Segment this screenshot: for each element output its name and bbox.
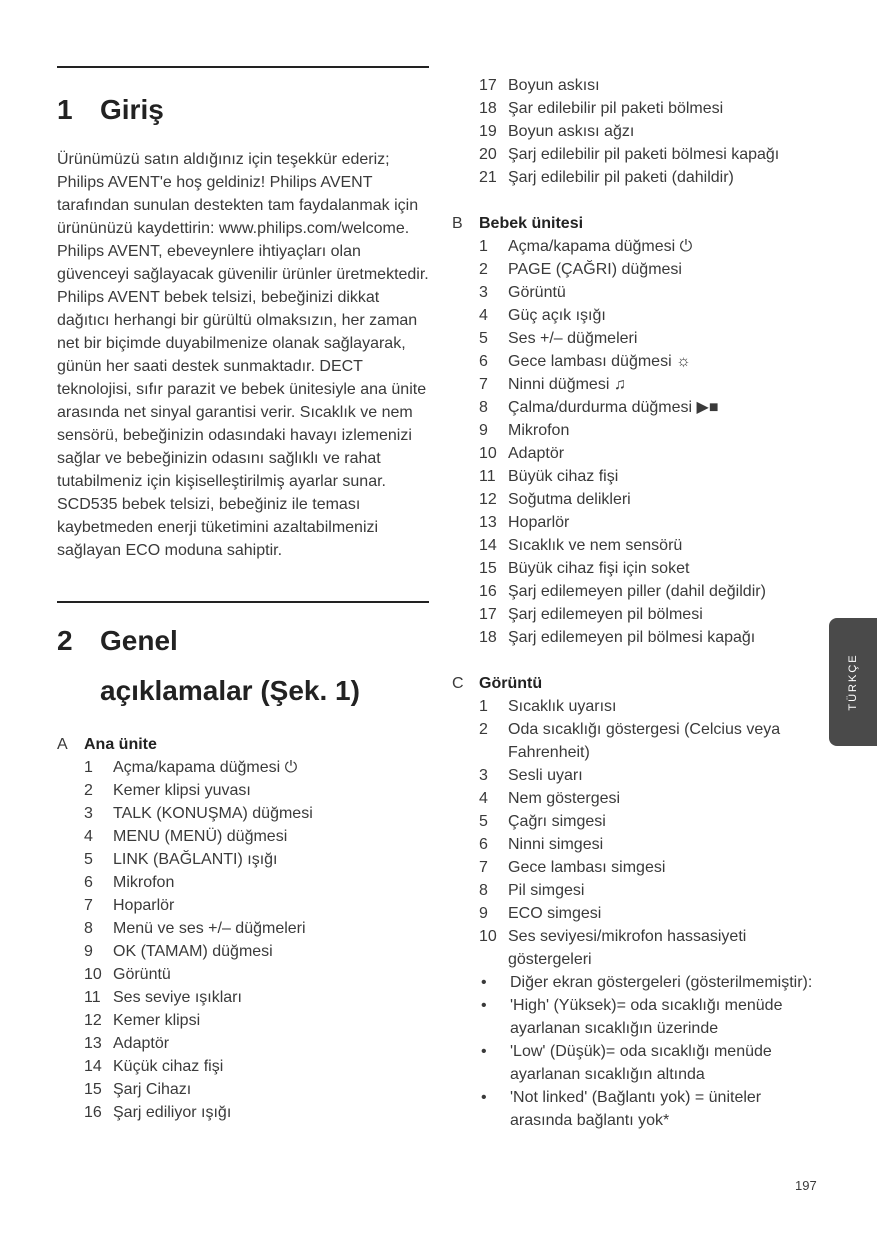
list-item-text: Menü ve ses +/– düğmeleri bbox=[113, 920, 306, 937]
list-item-number: 3 bbox=[479, 767, 488, 784]
list-item bbox=[479, 879, 822, 902]
language-side-tab-label: TÜRKÇE bbox=[847, 653, 859, 711]
section-1-heading bbox=[57, 88, 429, 132]
group-c-list bbox=[479, 695, 822, 971]
list-item-number: 14 bbox=[479, 537, 497, 554]
list-item-number: 5 bbox=[479, 813, 488, 830]
list-item-number: 17 bbox=[479, 606, 497, 623]
list-item bbox=[84, 802, 429, 825]
list-item bbox=[479, 580, 822, 603]
list-item-number: 7 bbox=[479, 376, 488, 393]
list-item-number: 2 bbox=[479, 261, 488, 278]
list-item-number: 13 bbox=[84, 1035, 102, 1052]
list-item-text: Büyük cihaz fişi bbox=[508, 468, 619, 485]
list-item bbox=[84, 917, 429, 940]
bullet-text: 'Low' (Düşük)= oda sıcaklığı menüde ayarlanan sıcaklığın altında bbox=[510, 1043, 772, 1083]
section-2-title-line-1: Genel bbox=[100, 625, 178, 656]
list-item-text: Küçük cihaz fişi bbox=[113, 1058, 224, 1075]
list-item bbox=[84, 1055, 429, 1078]
list-item-number: 10 bbox=[479, 445, 497, 462]
group-a-header bbox=[57, 733, 429, 756]
list-item bbox=[479, 97, 822, 120]
list-item-number: 7 bbox=[84, 897, 93, 914]
list-item-text: TALK (KONUŞMA) düğmesi bbox=[113, 805, 313, 822]
list-item-number: 13 bbox=[479, 514, 497, 531]
list-item bbox=[479, 327, 822, 350]
list-item bbox=[84, 825, 429, 848]
bullet-item bbox=[481, 1040, 822, 1086]
list-item bbox=[479, 718, 822, 764]
bullet-item bbox=[481, 994, 822, 1040]
list-item-number: 19 bbox=[479, 123, 497, 140]
list-item bbox=[479, 833, 822, 856]
list-item-number: 9 bbox=[479, 422, 488, 439]
list-item-number: 10 bbox=[479, 928, 497, 945]
list-item-text: Gece lambası simgesi bbox=[508, 859, 666, 876]
bullet-marker: • bbox=[481, 974, 487, 991]
list-item-number: 12 bbox=[479, 491, 497, 508]
list-item-text: Adaptör bbox=[508, 445, 565, 462]
list-item bbox=[479, 695, 822, 718]
section-2-heading bbox=[57, 619, 429, 713]
list-item-number: 6 bbox=[84, 874, 93, 891]
bullet-text: Diğer ekran göstergeleri (gösterilmemiştir): bbox=[510, 974, 813, 991]
list-item bbox=[84, 940, 429, 963]
list-item bbox=[479, 626, 822, 649]
list-item-text: MENU (MENÜ) düğmesi bbox=[113, 828, 288, 845]
list-item bbox=[84, 1101, 429, 1124]
list-item-number: 15 bbox=[84, 1081, 102, 1098]
list-item-text: Hoparlör bbox=[113, 897, 175, 914]
list-item-text: Boyun askısı bbox=[508, 77, 600, 94]
list-item bbox=[479, 373, 822, 396]
list-item-text: PAGE (ÇAĞRI) düğmesi bbox=[508, 261, 682, 278]
list-item bbox=[479, 787, 822, 810]
bullet-item bbox=[481, 1086, 822, 1132]
list-item bbox=[479, 304, 822, 327]
list-item bbox=[479, 511, 822, 534]
list-item bbox=[84, 848, 429, 871]
list-item-text: Açma/kapama düğmesi ⏻ bbox=[113, 759, 298, 776]
list-item-text: Ses seviyesi/mikrofon hassasiyeti göstergeleri bbox=[508, 928, 747, 968]
group-a-list bbox=[84, 756, 429, 1124]
list-item-number: 15 bbox=[479, 560, 497, 577]
left-column bbox=[57, 66, 429, 1124]
list-item-text: Şarj edilebilir pil paketi (dahildir) bbox=[508, 169, 734, 186]
list-item-text: Oda sıcaklığı göstergesi (Celcius veya Fahrenheit) bbox=[508, 721, 781, 761]
group-b-title: Bebek ünitesi bbox=[479, 215, 584, 232]
list-item-number: 3 bbox=[84, 805, 93, 822]
list-item-number: 12 bbox=[84, 1012, 102, 1029]
intro-paragraph-1: Ürünümüzü satın aldığınız için teşekkür ederiz; Philips AVENT'e hoş geldiniz! Philips AVENT tarafından sunulan destekten tam faydalanmak için ürününüzü kaydettirin: www.philips.com/welcome. Philips AVENT, ebeveynlere ihtiyaçları olan güvenceyi sağlayacak güvenilir ürünler üretmektedir. Philips AVENT bebek telsizi, bebeğinizi dikkat dağıtıcı herhangi bir gürültü olmaksızın, her zaman net bir biçimde duyabilmenize olanak sağlayarak, günün her saati destek sunmaktadır. DECT teknolojisi, sıfır parazit ve bebek ünitesiyle ana ünite arasında net sinyal garantisi verir. Sıcaklık ve nem sensörü, bebeğinizin odasındaki havayı izlemenizi sağlar ve bebeğinizin odasını sağlıklı ve rahat tutabilmeniz için kişiselleştirilmiş ayarlar sunar. bbox=[57, 151, 429, 490]
list-item-text: Boyun askısı ağzı bbox=[508, 123, 635, 140]
list-item-number: 10 bbox=[84, 966, 102, 983]
list-item-number: 1 bbox=[479, 698, 488, 715]
list-item-number: 8 bbox=[84, 920, 93, 937]
section-1-rule bbox=[57, 66, 429, 68]
list-item bbox=[479, 810, 822, 833]
list-item-text: Mikrofon bbox=[508, 422, 570, 439]
list-item-number: 18 bbox=[479, 629, 497, 646]
list-item-number: 2 bbox=[479, 721, 488, 738]
list-item-text: Kemer klipsi yuvası bbox=[113, 782, 251, 799]
list-item bbox=[479, 120, 822, 143]
list-item-text: Hoparlör bbox=[508, 514, 570, 531]
list-item-number: 9 bbox=[479, 905, 488, 922]
list-item-number: 8 bbox=[479, 882, 488, 899]
list-item bbox=[479, 902, 822, 925]
group-c-title: Görüntü bbox=[479, 675, 543, 692]
list-item-text: Adaptör bbox=[113, 1035, 170, 1052]
list-item-text: Ses seviye ışıkları bbox=[113, 989, 242, 1006]
list-item bbox=[479, 442, 822, 465]
list-item-number: 1 bbox=[84, 759, 93, 776]
list-item-text: Sıcaklık ve nem sensörü bbox=[508, 537, 683, 554]
group-a-title: Ana ünite bbox=[84, 736, 157, 753]
list-item-number: 4 bbox=[84, 828, 93, 845]
list-item-text: Sesli uyarı bbox=[508, 767, 583, 784]
list-item-number: 7 bbox=[479, 859, 488, 876]
list-item bbox=[84, 894, 429, 917]
list-item-number: 16 bbox=[479, 583, 497, 600]
list-item-text: Ninni simgesi bbox=[508, 836, 604, 853]
list-item-text: Görüntü bbox=[113, 966, 171, 983]
page-number: 197 bbox=[795, 1178, 817, 1193]
list-item-number: 3 bbox=[479, 284, 488, 301]
section-1-title: Giriş bbox=[100, 94, 164, 125]
list-item bbox=[479, 143, 822, 166]
list-item-number: 16 bbox=[84, 1104, 102, 1121]
bullet-marker: • bbox=[481, 1043, 487, 1060]
list-item bbox=[84, 779, 429, 802]
list-item bbox=[479, 74, 822, 97]
list-item-text: Çalma/durdurma düğmesi ▶■ bbox=[508, 399, 719, 416]
group-a-letter: A bbox=[57, 736, 68, 753]
list-item-text: Sıcaklık uyarısı bbox=[508, 698, 617, 715]
list-item-number: 14 bbox=[84, 1058, 102, 1075]
list-item-text: OK (TAMAM) düğmesi bbox=[113, 943, 273, 960]
right-column bbox=[452, 74, 822, 1132]
list-item-text: Gece lambası düğmesi ☼ bbox=[508, 353, 691, 370]
list-item-text: Görüntü bbox=[508, 284, 566, 301]
bullet-text: 'High' (Yüksek)= oda sıcaklığı menüde ayarlanan sıcaklığın üzerinde bbox=[510, 997, 783, 1037]
list-item-text: Şarj ediliyor ışığı bbox=[113, 1104, 232, 1121]
intro-paragraph-2: SCD535 bebek telsizi, bebeğiniz ile teması kaybetmeden enerji tüketimini azaltabilmenizi sağlayan ECO moduna sahiptir. bbox=[57, 496, 379, 559]
list-item bbox=[479, 396, 822, 419]
group-c-bullets bbox=[481, 971, 822, 1132]
list-item-text: LINK (BAĞLANTI) ışığı bbox=[113, 851, 278, 868]
list-item bbox=[84, 871, 429, 894]
group-b-letter: B bbox=[452, 215, 463, 232]
bullet-marker: • bbox=[481, 997, 487, 1014]
list-item-text: Şarj edilemeyen pil bölmesi kapağı bbox=[508, 629, 756, 646]
list-item-number: 17 bbox=[479, 77, 497, 94]
group-a-list-continued bbox=[479, 74, 822, 189]
list-item-text: Mikrofon bbox=[113, 874, 175, 891]
list-item-number: 5 bbox=[479, 330, 488, 347]
list-item bbox=[479, 281, 822, 304]
list-item bbox=[479, 925, 822, 971]
list-item bbox=[84, 986, 429, 1009]
list-item bbox=[479, 557, 822, 580]
list-item-number: 6 bbox=[479, 836, 488, 853]
list-item bbox=[479, 534, 822, 557]
list-item bbox=[84, 1078, 429, 1101]
list-item-number: 9 bbox=[84, 943, 93, 960]
list-item-number: 6 bbox=[479, 353, 488, 370]
list-item-text: Şarj edilebilir pil paketi bölmesi kapağı bbox=[508, 146, 780, 163]
list-item bbox=[479, 764, 822, 787]
list-item-number: 20 bbox=[479, 146, 497, 163]
language-side-tab bbox=[829, 618, 877, 746]
list-item-text: Büyük cihaz fişi için soket bbox=[508, 560, 690, 577]
list-item bbox=[479, 488, 822, 511]
group-c-header bbox=[452, 672, 822, 695]
list-item bbox=[84, 1009, 429, 1032]
group-b-header bbox=[452, 212, 822, 235]
list-item-text: ECO simgesi bbox=[508, 905, 602, 922]
bullet-item bbox=[481, 971, 822, 994]
section-2-number: 2 bbox=[57, 625, 73, 656]
list-item bbox=[479, 166, 822, 189]
list-item-text: Şarj Cihazı bbox=[113, 1081, 192, 1098]
list-item-number: 2 bbox=[84, 782, 93, 799]
list-item-number: 8 bbox=[479, 399, 488, 416]
list-item-number: 21 bbox=[479, 169, 497, 186]
list-item-text: Şar edilebilir pil paketi bölmesi bbox=[508, 100, 724, 117]
list-item bbox=[479, 350, 822, 373]
bullet-text: 'Not linked' (Bağlantı yok) = üniteler arasında bağlantı yok* bbox=[510, 1089, 762, 1129]
list-item-number: 1 bbox=[479, 238, 488, 255]
group-c-letter: C bbox=[452, 675, 464, 692]
list-item-number: 5 bbox=[84, 851, 93, 868]
list-item-text: Güç açık ışığı bbox=[508, 307, 606, 324]
bullet-marker: • bbox=[481, 1089, 487, 1106]
list-item bbox=[479, 856, 822, 879]
list-item bbox=[479, 419, 822, 442]
list-item bbox=[84, 1032, 429, 1055]
list-item bbox=[479, 603, 822, 626]
list-item-text: Nem göstergesi bbox=[508, 790, 621, 807]
list-item bbox=[84, 963, 429, 986]
list-item-number: 4 bbox=[479, 307, 488, 324]
group-b-list bbox=[479, 235, 822, 649]
section-2-rule bbox=[57, 601, 429, 603]
list-item-text: Pil simgesi bbox=[508, 882, 585, 899]
list-item-text: Ses +/– düğmeleri bbox=[508, 330, 638, 347]
list-item-text: Şarj edilemeyen piller (dahil değildir) bbox=[508, 583, 766, 600]
list-item-text: Çağrı simgesi bbox=[508, 813, 606, 830]
list-item-number: 18 bbox=[479, 100, 497, 117]
list-item-text: Şarj edilemeyen pil bölmesi bbox=[508, 606, 703, 623]
list-item bbox=[479, 235, 822, 258]
list-item-text: Ninni düğmesi ♫ bbox=[508, 376, 626, 393]
list-item-number: 4 bbox=[479, 790, 488, 807]
section-2-title-line-2: açıklamalar (Şek. 1) bbox=[100, 675, 360, 706]
list-item-text: Soğutma delikleri bbox=[508, 491, 631, 508]
list-item bbox=[84, 756, 429, 779]
list-item-number: 11 bbox=[479, 468, 496, 485]
list-item-text: Kemer klipsi bbox=[113, 1012, 201, 1029]
list-item-number: 11 bbox=[84, 989, 101, 1006]
list-item bbox=[479, 258, 822, 281]
list-item-text: Açma/kapama düğmesi ⏻ bbox=[508, 238, 693, 255]
section-1-number: 1 bbox=[57, 94, 73, 125]
list-item bbox=[479, 465, 822, 488]
